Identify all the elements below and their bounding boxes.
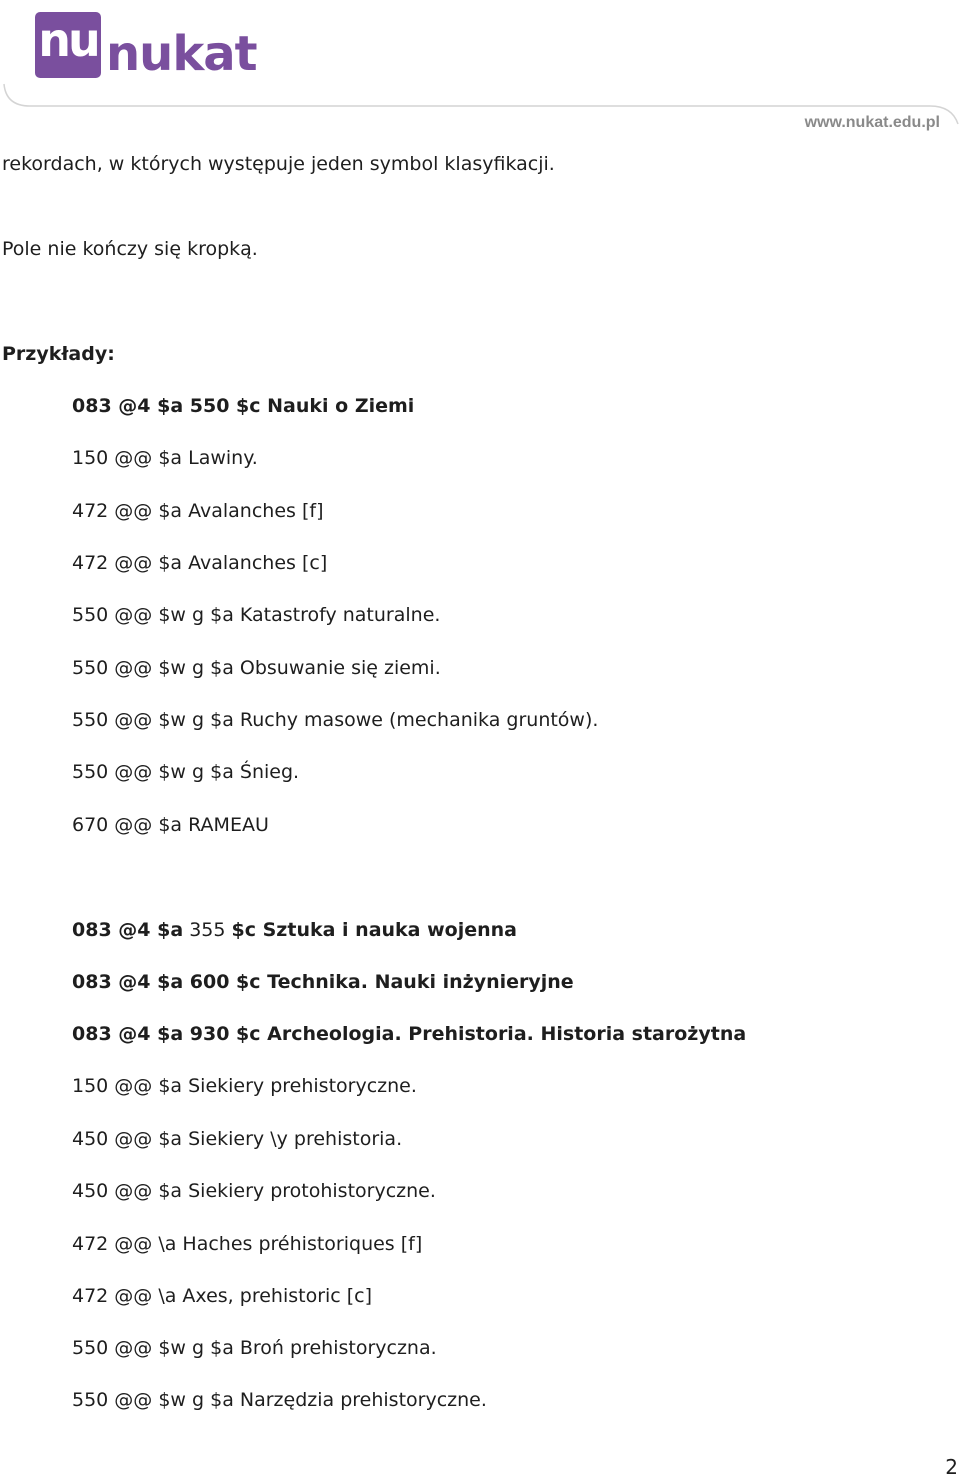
example-line: 550 @@ $w g $a Ruchy masowe (mechanika gruntów). [72,709,599,731]
example-line-part: 083 @4 $a [72,919,184,941]
example-line: 472 @@ \a Axes, prehistoric [c] [72,1285,373,1307]
nukat-logo-word: nukat [106,26,257,82]
example-line: 550 @@ $w g $a Katastrofy naturalne. [72,604,441,626]
logo-mark-text: nu [38,13,98,67]
example-line: 150 @@ $a Siekiery prehistoryczne. [72,1075,417,1097]
example-line: 472 @@ $a Avalanches [f] [72,500,324,522]
example-line: 472 @@ $a Avalanches [c] [72,552,328,574]
example-line-part: $c Sztuka i nauka wojenna [231,919,517,941]
example-line-part: 355 [183,919,232,941]
example-line: 150 @@ $a Lawiny. [72,447,258,469]
example-line: 083 @4 $a 930 $c Archeologia. Prehistoria. Historia starożytna [72,1023,747,1045]
example-line: 670 @@ $a RAMEAU [72,814,269,836]
example-line: 083 @4 $a 600 $c Technika. Nauki inżynieryjne [72,971,574,993]
example-line: 550 @@ $w g $a Broń prehistoryczna. [72,1337,437,1359]
example-line: 550 @@ $w g $a Narzędzia prehistoryczne. [72,1389,487,1411]
site-url: www.nukat.edu.pl [804,114,940,131]
example-line: 472 @@ \a Haches préhistoriques [f] [72,1233,423,1255]
page-header [0,0,960,140]
examples-heading: Przykłady: [2,343,115,365]
example-line: 083 @4 $a 550 $c Nauki o Ziemi [72,395,415,417]
intro-line: Pole nie kończy się kropką. [2,238,258,260]
example-line: 450 @@ $a Siekiery protohistoryczne. [72,1180,436,1202]
example-line: 450 @@ $a Siekiery \y prehistoria. [72,1128,403,1150]
page-number: 2 [945,1455,958,1479]
example-line: 550 @@ $w g $a Obsuwanie się ziemi. [72,657,441,679]
nukat-logo-mark [35,12,101,78]
example-line [72,917,517,943]
intro-line: rekordach, w których występuje jeden symbol klasyfikacji. [2,153,555,175]
example-line: 550 @@ $w g $a Śnieg. [72,761,300,783]
